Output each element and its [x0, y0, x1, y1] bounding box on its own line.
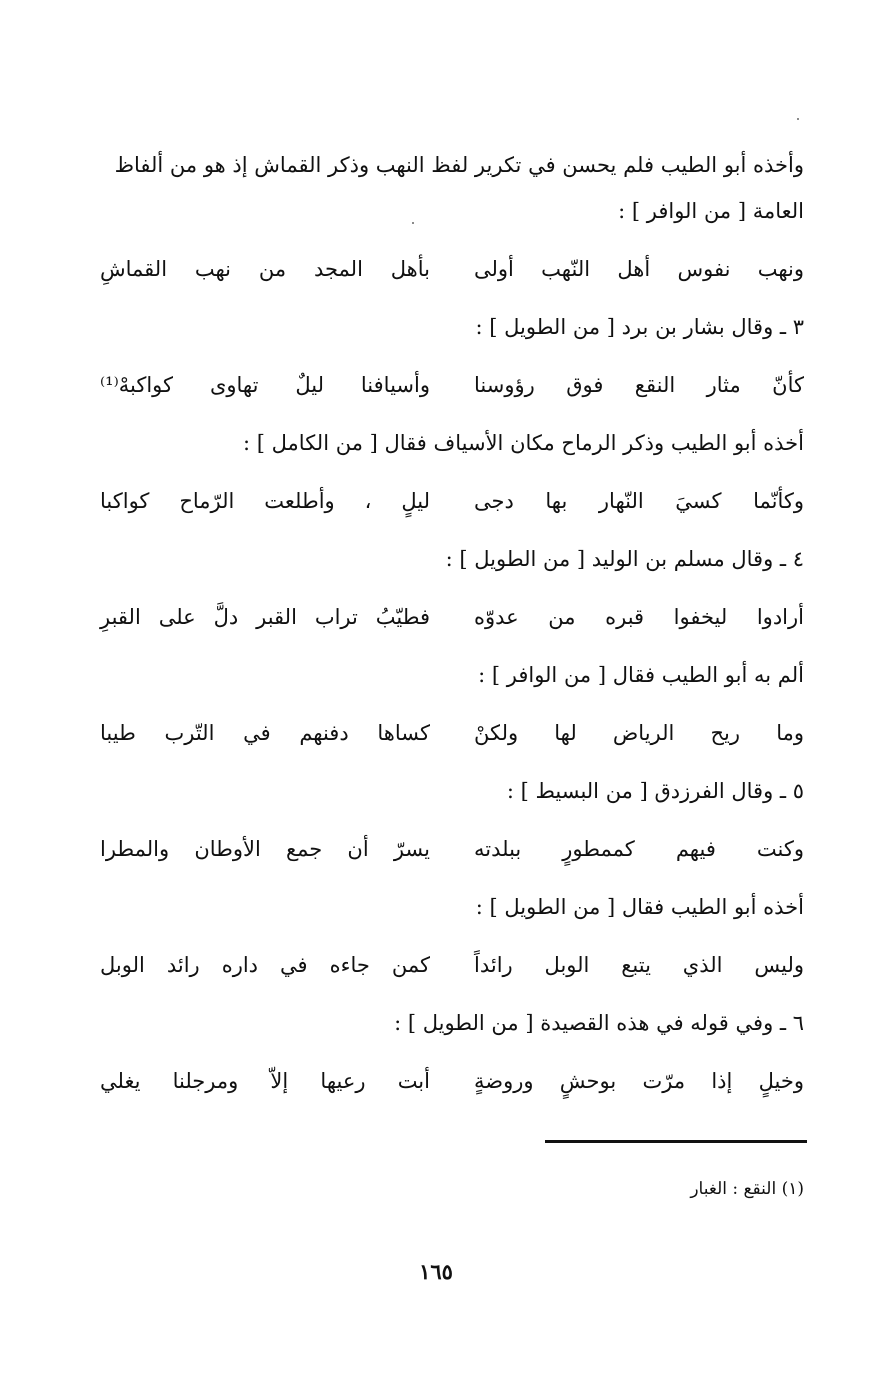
section-heading: ٣ ـ وقال بشار بن برد [ من الطويل ] : — [475, 315, 804, 339]
verse-second-hemistich: فطيّبُ تراب القبر دلَّ على القبرِ — [100, 605, 430, 629]
verse-line — [100, 1066, 804, 1096]
prose-line: ألم به أبو الطيب فقال [ من الوافر ] : — [478, 663, 804, 687]
footnote-separator — [545, 1140, 807, 1143]
verse-line — [100, 486, 804, 516]
prose-line: أخذه أبو الطيب وذكر الرماح مكان الأسياف فقال [ من الكامل ] : — [243, 431, 804, 455]
verse-second-hemistich: أبت رعيها إلاّ ومرجلنا يغلي — [100, 1069, 430, 1093]
verse-first-hemistich: وكنت فيهم كممطورٍ ببلدته — [474, 837, 804, 861]
verse-first-hemistich: كأنّ مثار النقع فوق رؤوسنا — [474, 373, 804, 397]
verse-first-hemistich: وما ريح الرياض لها ولكنْ — [474, 721, 804, 745]
verse-second-hemistich: كساها دفنهم في التّرب طيبا — [100, 721, 430, 745]
verse-first-hemistich: أرادوا ليخفوا قبره من عدوّه — [474, 605, 804, 629]
verse-line — [100, 834, 804, 864]
verse-line — [100, 370, 804, 400]
verse-line — [100, 950, 804, 980]
verse-line — [100, 602, 804, 632]
footnote: (١) النقع : الغبار — [690, 1179, 804, 1199]
page-number: ١٦٥ — [419, 1259, 453, 1284]
section-heading: ٦ ـ وفي قوله في هذه القصيدة [ من الطويل ] : — [394, 1011, 804, 1035]
verse-first-hemistich: وكأنّما كسيَ النّهار بها دجى — [474, 489, 804, 513]
prose-line: العامة [ من الوافر ] : — [618, 199, 804, 223]
verse-second-hemistich: يسرّ أن جمع الأوطان والمطرا — [100, 837, 430, 861]
verse-second-hemistich: بأهل المجد من نهب القماشِ — [100, 257, 430, 281]
verse-first-hemistich: ونهب نفوس أهل النّهب أولى — [474, 257, 804, 281]
verse-first-hemistich: وخيلٍ إذا مرّت بوحشٍ وروضةٍ — [474, 1069, 804, 1093]
verse-line — [100, 718, 804, 748]
section-heading: ٤ ـ وقال مسلم بن الوليد [ من الطويل ] : — [445, 547, 804, 571]
page-speck — [797, 118, 799, 120]
verse-second-hemistich: كمن جاءه في داره رائد الوبل — [100, 953, 430, 977]
prose-line: وأخذه أبو الطيب فلم يحسن في تكرير لفظ النهب وذكر القماش إذ هو من ألفاظ — [114, 153, 804, 177]
verse-second-hemistich: ليلٍ ، وأطلعت الرّماح كواكبا — [100, 489, 430, 513]
verse-line — [100, 254, 804, 284]
verse-second-hemistich: وأسيافنا ليلٌ تهاوى كواكبهْ⁽¹⁾ — [100, 373, 430, 397]
verse-first-hemistich: وليس الذي يتبع الوبل رائداً — [474, 953, 804, 977]
prose-line: أخذه أبو الطيب فقال [ من الطويل ] : — [475, 895, 804, 919]
section-heading: ٥ ـ وقال الفرزدق [ من البسيط ] : — [506, 779, 804, 803]
